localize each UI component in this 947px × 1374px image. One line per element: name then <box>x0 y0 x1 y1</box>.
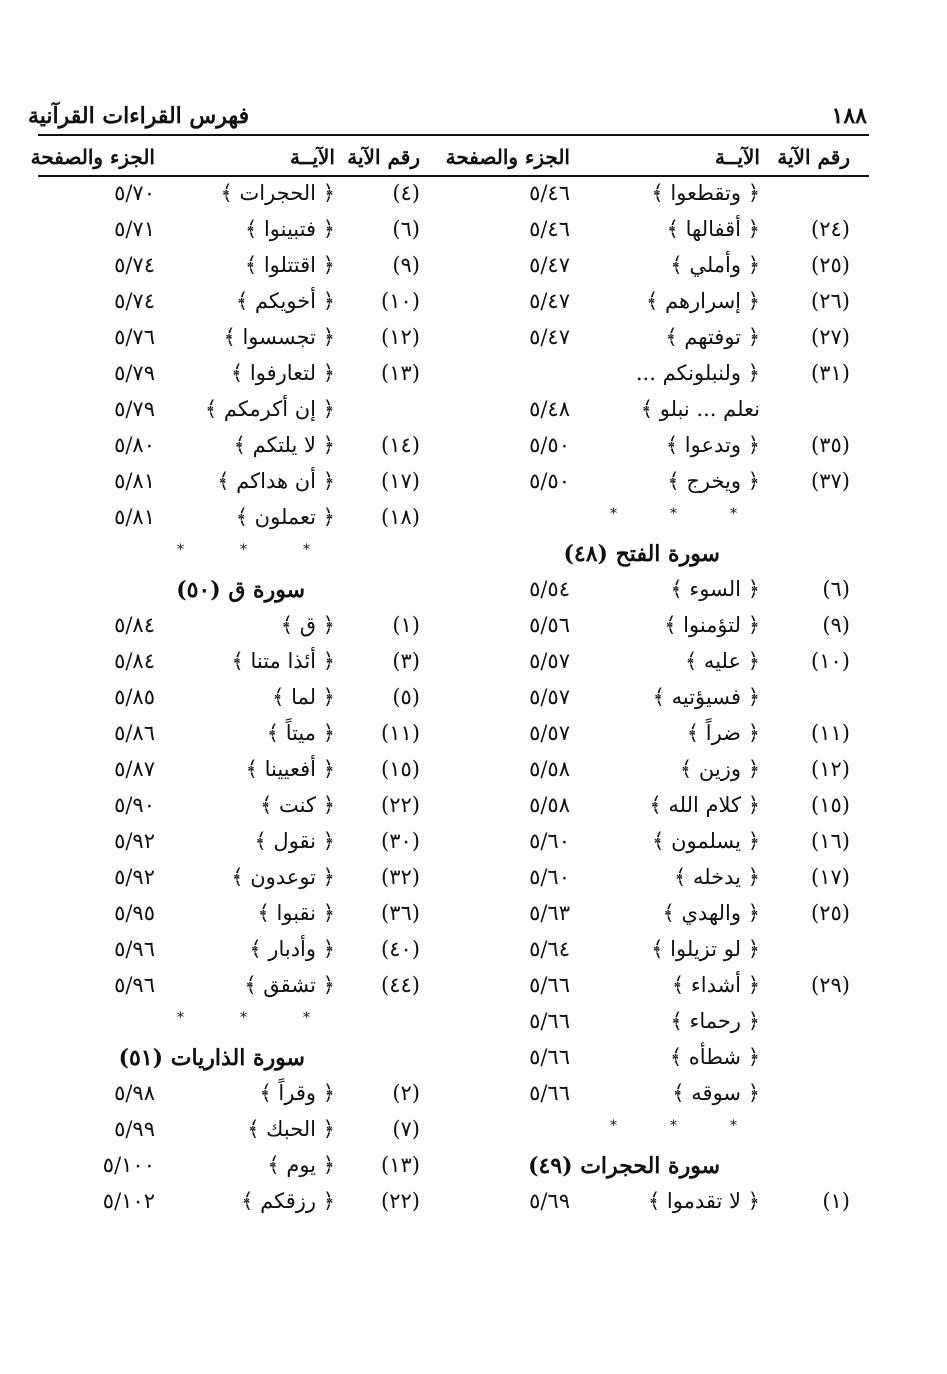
part-page-ref: ٥/٦٦ <box>529 1045 570 1069</box>
ayah-number: (٢) <box>392 1081 420 1105</box>
header-rule <box>38 134 869 136</box>
column-header-row <box>445 140 870 176</box>
header-part-page: الجزء والصفحة <box>445 145 570 169</box>
ayah-text: ﴿ ويخرج ﴾ <box>667 469 760 493</box>
part-page-ref: ٥/٩٦ <box>114 937 155 961</box>
index-row <box>470 644 870 680</box>
part-page-ref: ٥/٩٩ <box>114 1117 155 1141</box>
ayah-number: (١٠) <box>381 289 420 313</box>
part-page-ref: ٥/٨٠ <box>114 433 155 457</box>
index-row <box>470 968 870 1004</box>
part-page-ref: ٥/٦٣ <box>529 901 570 925</box>
ayah-number: (١١) <box>381 721 420 745</box>
index-row <box>470 572 870 608</box>
ayah-text: ﴿ فسيؤتيه ﴾ <box>652 685 760 709</box>
ayah-number: (٣١) <box>811 361 850 385</box>
surah-heading <box>470 536 870 572</box>
ayah-text: ﴿ تشقق ﴾ <box>244 973 335 997</box>
ayah-text: ﴿ لتعارفوا ﴾ <box>230 361 335 385</box>
ayah-number: (١٣) <box>381 1153 420 1177</box>
ayah-number: (٣٥) <box>811 433 850 457</box>
index-row <box>30 212 450 248</box>
part-page-ref: ٥/٨١ <box>114 469 155 493</box>
ayah-number: (٣) <box>392 649 420 673</box>
index-row <box>470 464 870 500</box>
ayah-text: ﴿ وزين ﴾ <box>679 757 760 781</box>
ayah-number: (١٥) <box>811 793 850 817</box>
ayah-number: (١) <box>822 1189 850 1213</box>
section-divider-stars <box>470 1112 870 1148</box>
ayah-number: (٤٠) <box>381 937 420 961</box>
part-page-ref: ٥/٥٠ <box>529 469 570 493</box>
part-page-ref: ٥/٥٦ <box>529 613 570 637</box>
part-page-ref: ٥/٧٤ <box>114 289 155 313</box>
ayah-number: (٩) <box>822 613 850 637</box>
part-page-ref: ٥/٤٧ <box>529 253 570 277</box>
part-page-ref: ٥/٧٩ <box>114 397 155 421</box>
surah-title: سورة الفتح (٤٨) <box>563 541 720 567</box>
part-page-ref: ٥/٥٠ <box>529 433 570 457</box>
ayah-number: (٢٦) <box>811 289 850 313</box>
part-page-ref: ٥/٨٤ <box>114 649 155 673</box>
part-page-ref: ٥/٧٩ <box>114 361 155 385</box>
ayah-text: ﴿ لا تقدموا ﴾ <box>647 1189 760 1213</box>
ayah-text: ﴿ يوم ﴾ <box>267 1153 335 1177</box>
index-row <box>470 356 870 392</box>
index-row <box>30 680 450 716</box>
ayah-number: (١٢) <box>381 325 420 349</box>
ayah-number: (٦) <box>392 217 420 241</box>
ayah-number: (٢٧) <box>811 325 850 349</box>
index-row <box>470 1004 870 1040</box>
ayah-text: ﴿ ولنبلونكم ... <box>635 361 760 385</box>
ayah-text: ﴿ نقبوا ﴾ <box>257 901 335 925</box>
index-row <box>30 788 450 824</box>
ayah-text: ﴿ أن هداكم ﴾ <box>217 469 335 493</box>
index-row <box>30 860 450 896</box>
ayah-text: ﴿ لا يلتكم ﴾ <box>233 433 335 457</box>
ayah-text: ﴿ تجسسوا ﴾ <box>223 325 335 349</box>
header-ayah: الآيــة <box>715 145 760 169</box>
index-row <box>30 752 450 788</box>
index-row <box>30 644 450 680</box>
star-ornament: * <box>240 542 247 558</box>
part-page-ref: ٥/٦٦ <box>529 973 570 997</box>
star-ornament: * <box>610 506 617 522</box>
part-page-ref: ٥/٧٦ <box>114 325 155 349</box>
ayah-text: ﴿ لما ﴾ <box>272 685 335 709</box>
ayah-number: (٢٥) <box>811 901 850 925</box>
index-row <box>30 716 450 752</box>
part-page-ref: ٥/٥٨ <box>529 757 570 781</box>
index-row <box>30 392 450 428</box>
part-page-ref: ٥/٨٥ <box>114 685 155 709</box>
part-page-ref: ٥/٩٢ <box>114 829 155 853</box>
part-page-ref: ٥/٥٧ <box>529 721 570 745</box>
index-row <box>470 680 870 716</box>
surah-heading <box>30 572 450 608</box>
index-row <box>30 500 450 536</box>
index-row <box>470 824 870 860</box>
index-row <box>470 176 870 212</box>
part-page-ref: ٥/٩٢ <box>114 865 155 889</box>
ayah-text: ﴿ لو تزيلوا ﴾ <box>651 937 760 961</box>
index-row <box>30 248 450 284</box>
part-page-ref: ٥/٨٤ <box>114 613 155 637</box>
right-column <box>445 140 870 1220</box>
index-row <box>30 1184 450 1220</box>
ayah-text: نعلم ... نبلو ﴾ <box>640 397 760 421</box>
star-ornament: * <box>730 1118 737 1134</box>
ayah-text: ﴿ السوء ﴾ <box>670 577 760 601</box>
ayah-text: ﴿ فتبينوا ﴾ <box>244 217 335 241</box>
ayah-text: ﴿ يدخله ﴾ <box>673 865 760 889</box>
part-page-ref: ٥/٥٤ <box>529 577 570 601</box>
index-row <box>470 1040 870 1076</box>
left-column <box>30 140 450 1220</box>
surah-title: سورة ق (٥٠) <box>176 577 305 603</box>
ayah-number: (٢٤) <box>811 217 850 241</box>
section-divider-stars <box>470 500 870 536</box>
part-page-ref: ٥/٩٥ <box>114 901 155 925</box>
ayah-text: ﴿ وأملي ﴾ <box>670 253 760 277</box>
index-row <box>470 1076 870 1112</box>
index-row <box>30 1148 450 1184</box>
ayah-text: ﴿ إسرارهم ﴾ <box>645 289 760 313</box>
star-ornament: * <box>177 542 184 558</box>
part-page-ref: ٥/٦٠ <box>529 829 570 853</box>
index-row <box>30 1076 450 1112</box>
ayah-text: ﴿ إن أكرمكم ﴾ <box>204 397 335 421</box>
part-page-ref: ٥/١٠٢ <box>102 1189 155 1213</box>
index-row <box>30 320 450 356</box>
ayah-number: (١٠) <box>811 649 850 673</box>
ayah-text: ﴿ تعملون ﴾ <box>235 505 335 529</box>
ayah-text: ﴿ أشداء ﴾ <box>671 973 760 997</box>
ayah-text: ﴿ الحجرات ﴾ <box>220 181 335 205</box>
ayah-text: ﴿ ضراً ﴾ <box>686 721 760 745</box>
part-page-ref: ٥/٦٦ <box>529 1009 570 1033</box>
surah-title: سورة الذاريات (٥١) <box>118 1045 305 1071</box>
part-page-ref: ٥/١٠٠ <box>102 1153 155 1177</box>
star-ornament: * <box>670 1118 677 1134</box>
header-ayah-number: رقم الآية <box>347 145 420 169</box>
index-row <box>470 248 870 284</box>
surah-heading <box>470 1148 870 1184</box>
ayah-text: ﴿ ميتاً ﴾ <box>266 721 335 745</box>
index-row <box>470 212 870 248</box>
ayah-number: (١٦) <box>811 829 850 853</box>
ayah-text: ﴿ لتؤمنوا ﴾ <box>664 613 760 637</box>
part-page-ref: ٥/٨١ <box>114 505 155 529</box>
ayah-text: ﴿ الحبك ﴾ <box>247 1117 335 1141</box>
header-part-page: الجزء والصفحة <box>30 145 155 169</box>
ayah-number: (٤٤) <box>381 973 420 997</box>
part-page-ref: ٥/٨٦ <box>114 721 155 745</box>
ayah-number: (٣٧) <box>811 469 850 493</box>
part-page-ref: ٥/٥٨ <box>529 793 570 817</box>
index-row <box>470 716 870 752</box>
index-row <box>30 896 450 932</box>
index-row <box>30 608 450 644</box>
index-row <box>30 176 450 212</box>
index-row <box>470 428 870 464</box>
part-page-ref: ٥/٦٩ <box>529 1189 570 1213</box>
index-row <box>470 896 870 932</box>
ayah-text: ﴿ وتدعوا ﴾ <box>665 433 760 457</box>
surah-title: سورة الحجرات (٤٩) <box>528 1153 720 1179</box>
ayah-number: (٤) <box>392 181 420 205</box>
part-page-ref: ٥/٦٦ <box>529 1081 570 1105</box>
ayah-number: (١٣) <box>381 361 420 385</box>
ayah-number: (٩) <box>392 253 420 277</box>
ayah-number: (٣٠) <box>381 829 420 853</box>
star-ornament: * <box>610 1118 617 1134</box>
part-page-ref: ٥/٥٧ <box>529 685 570 709</box>
ayah-number: (١٧) <box>811 865 850 889</box>
ayah-text: ﴿ يسلمون ﴾ <box>652 829 760 853</box>
running-title: فهرس القراءات القرآنية <box>28 103 250 129</box>
part-page-ref: ٥/٤٧ <box>529 325 570 349</box>
part-page-ref: ٥/٨٧ <box>114 757 155 781</box>
ayah-number: (٢٥) <box>811 253 850 277</box>
index-row <box>30 932 450 968</box>
part-page-ref: ٥/٩٠ <box>114 793 155 817</box>
ayah-text: ﴿ رزقكم ﴾ <box>241 1189 335 1213</box>
ayah-number: (٣٢) <box>381 865 420 889</box>
index-row <box>470 860 870 896</box>
star-ornament: * <box>240 1010 247 1026</box>
star-ornament: * <box>730 506 737 522</box>
ayah-number: (١٧) <box>381 469 420 493</box>
index-row <box>470 284 870 320</box>
star-ornament: * <box>670 506 677 522</box>
column-header-row <box>30 140 450 176</box>
ayah-number: (٢٢) <box>381 1189 420 1213</box>
part-page-ref: ٥/٧٠ <box>114 181 155 205</box>
ayah-number: (٢٩) <box>811 973 850 997</box>
ayah-text: ﴿ سوقه ﴾ <box>672 1081 760 1105</box>
ayah-text: ﴿ وقراً ﴾ <box>259 1081 335 1105</box>
ayah-number: (١١) <box>811 721 850 745</box>
ayah-number: (٣٦) <box>381 901 420 925</box>
ayah-text: ﴿ عليه ﴾ <box>684 649 760 673</box>
index-row <box>30 968 450 1004</box>
ayah-text: ﴿ والهدي ﴾ <box>662 901 760 925</box>
header-ayah: الآيــة <box>290 145 335 169</box>
ayah-text: ﴿ أقفالها ﴾ <box>666 217 760 241</box>
part-page-ref: ٥/٤٧ <box>529 289 570 313</box>
ayah-number: (١٥) <box>381 757 420 781</box>
ayah-text: ﴿ أخويكم ﴾ <box>235 289 335 313</box>
ayah-number: (٧) <box>392 1117 420 1141</box>
part-page-ref: ٥/٤٨ <box>529 397 570 421</box>
part-page-ref: ٥/٦٠ <box>529 865 570 889</box>
ayah-number: (١٤) <box>381 433 420 457</box>
star-ornament: * <box>177 1010 184 1026</box>
ayah-text: ﴿ توعدون ﴾ <box>231 865 335 889</box>
part-page-ref: ٥/٩٨ <box>114 1081 155 1105</box>
section-divider-stars <box>30 1004 450 1040</box>
index-row <box>470 788 870 824</box>
ayah-number: (٥) <box>392 685 420 709</box>
page-number: ١٨٨ <box>831 103 867 129</box>
section-divider-stars <box>30 536 450 572</box>
ayah-text: ﴿ كلام الله ﴾ <box>649 793 760 817</box>
surah-heading <box>30 1040 450 1076</box>
ayah-text: ﴿ توفتهم ﴾ <box>665 325 760 349</box>
ayah-number: (١٨) <box>381 505 420 529</box>
star-ornament: * <box>303 1010 310 1026</box>
index-row <box>30 824 450 860</box>
ayah-text: ﴿ كنت ﴾ <box>260 793 335 817</box>
ayah-text: ﴿ وأدبار ﴾ <box>249 937 335 961</box>
ayah-number: (٦) <box>822 577 850 601</box>
part-page-ref: ٥/٩٦ <box>114 973 155 997</box>
part-page-ref: ٥/٤٦ <box>529 181 570 205</box>
ayah-number: (١) <box>392 613 420 637</box>
part-page-ref: ٥/٥٧ <box>529 649 570 673</box>
ayah-text: ﴿ رحماء ﴾ <box>670 1009 760 1033</box>
index-row <box>30 1112 450 1148</box>
ayah-number: (٢٢) <box>381 793 420 817</box>
index-row <box>30 356 450 392</box>
part-page-ref: ٥/٦٤ <box>529 937 570 961</box>
part-page-ref: ٥/٧١ <box>114 217 155 241</box>
index-row <box>470 320 870 356</box>
ayah-text: ﴿ شطأه ﴾ <box>669 1045 760 1069</box>
ayah-text: ﴿ اقتتلوا ﴾ <box>244 253 335 277</box>
index-row <box>470 752 870 788</box>
star-ornament: * <box>303 542 310 558</box>
part-page-ref: ٥/٤٦ <box>529 217 570 241</box>
ayah-text: ﴿ أفعيينا ﴾ <box>245 757 335 781</box>
ayah-text: ﴿ أئذا متنا ﴾ <box>231 649 335 673</box>
ayah-number: (١٢) <box>811 757 850 781</box>
ayah-text: ﴿ وتقطعوا ﴾ <box>651 181 760 205</box>
index-row <box>30 284 450 320</box>
index-row <box>30 464 450 500</box>
index-row <box>470 932 870 968</box>
part-page-ref: ٥/٧٤ <box>114 253 155 277</box>
index-row <box>30 428 450 464</box>
header-ayah-number: رقم الآية <box>777 145 850 169</box>
index-row <box>470 1184 870 1220</box>
ayah-text: ﴿ نقول ﴾ <box>254 829 335 853</box>
index-row <box>470 608 870 644</box>
index-row <box>470 392 870 428</box>
ayah-text: ﴿ ق ﴾ <box>280 613 335 637</box>
